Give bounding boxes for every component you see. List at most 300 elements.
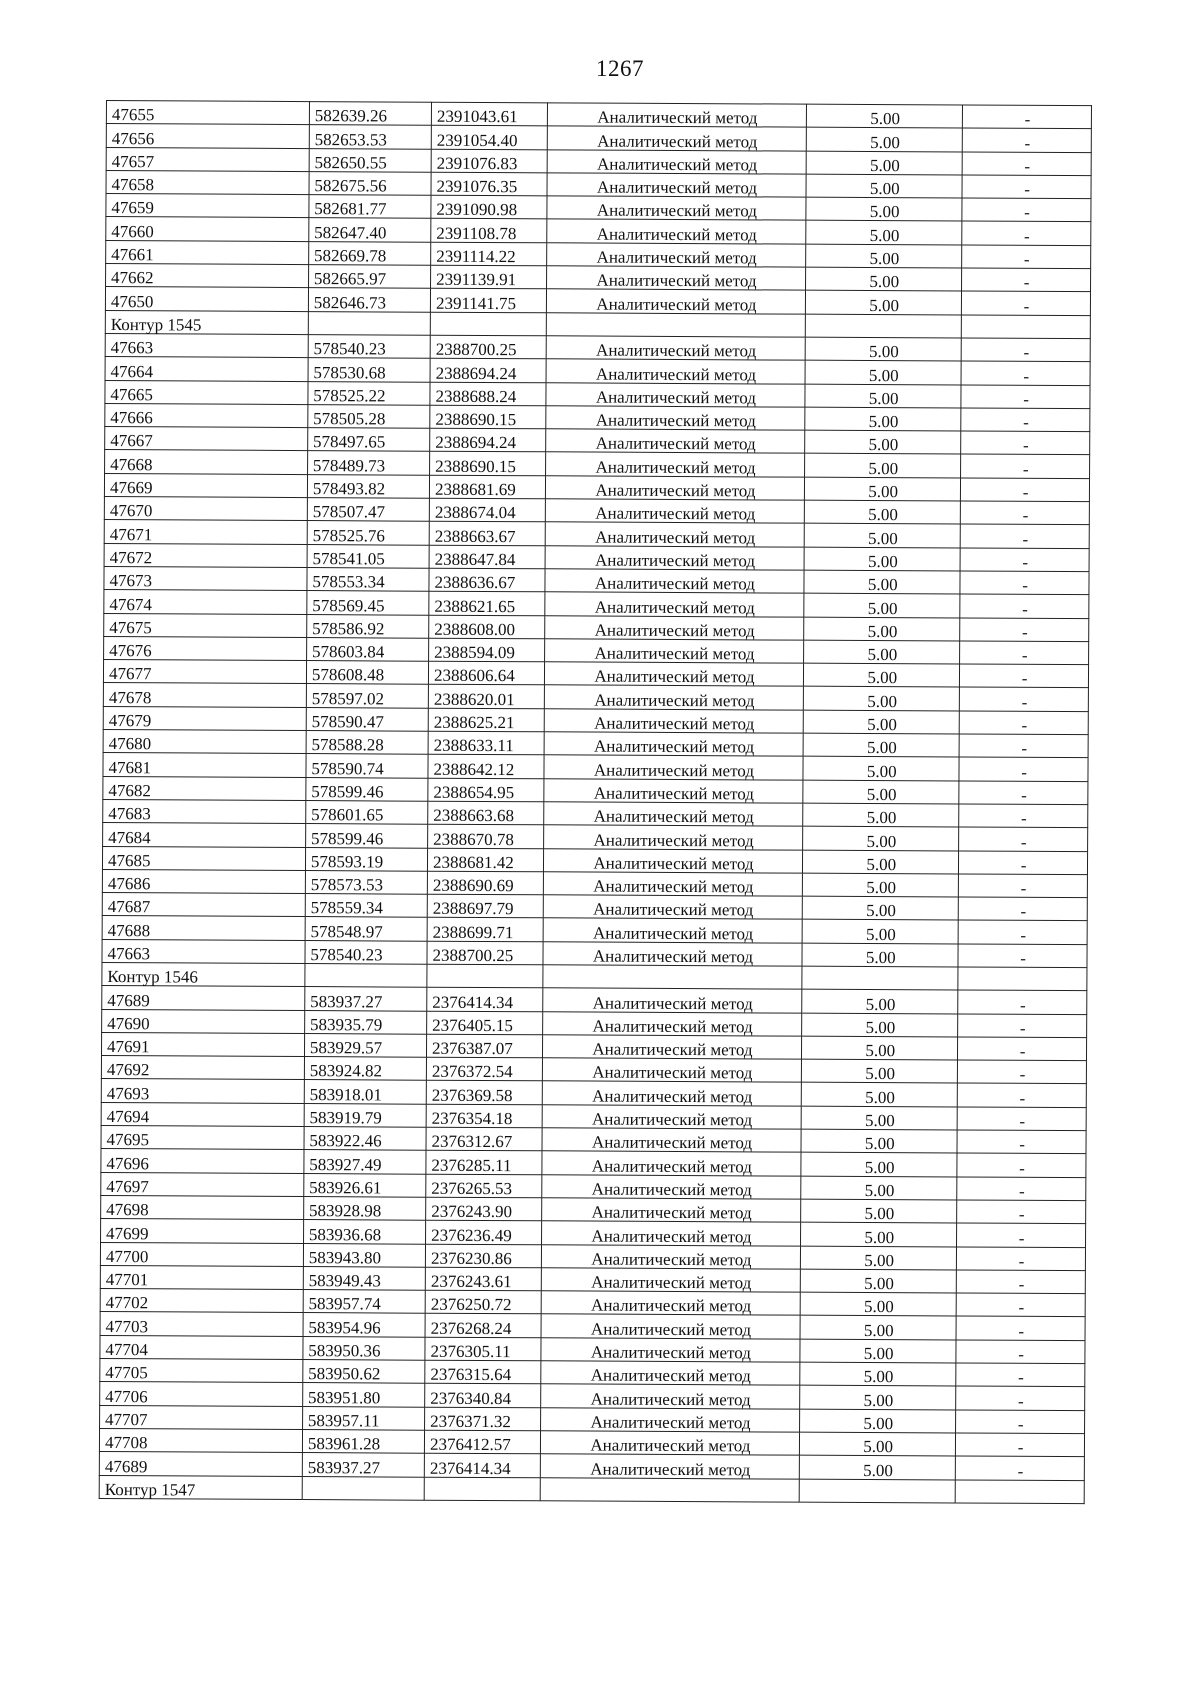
dash-cell: -	[961, 501, 1090, 525]
dash-cell: -	[960, 618, 1089, 642]
point-id: 47683	[103, 799, 306, 823]
point-id: 47700	[100, 1242, 303, 1266]
y-coordinate: 2388681.42	[427, 848, 543, 872]
error-cell: 5.00	[805, 337, 961, 361]
empty-cell	[430, 312, 546, 336]
dash-cell: -	[962, 128, 1091, 152]
y-coordinate: 2376387.07	[427, 1034, 543, 1058]
point-id: 47698	[101, 1195, 304, 1219]
point-id: 47673	[104, 566, 307, 590]
dash-cell: -	[961, 478, 1090, 502]
dash-cell: -	[962, 175, 1091, 199]
y-coordinate: 2388674.04	[429, 498, 545, 522]
dash-cell: -	[960, 664, 1089, 688]
method-cell: Аналитический метод	[546, 243, 806, 268]
method-cell: Аналитический метод	[545, 476, 805, 501]
x-coordinate: 583918.01	[304, 1080, 426, 1104]
error-cell: 5.00	[807, 104, 963, 128]
y-coordinate: 2391114.22	[431, 242, 547, 266]
y-coordinate: 2388690.15	[430, 452, 546, 476]
point-id: 47663	[102, 939, 305, 963]
empty-cell	[799, 1479, 955, 1503]
empty-cell	[305, 964, 427, 988]
point-id: 47688	[102, 916, 305, 940]
error-cell: 5.00	[805, 500, 961, 524]
empty-cell	[302, 1476, 424, 1500]
error-cell: 5.00	[802, 989, 958, 1013]
dash-cell: -	[961, 385, 1090, 409]
y-coordinate: 2376243.61	[425, 1267, 541, 1291]
error-cell: 5.00	[804, 570, 960, 594]
contour-header-row	[99, 1475, 1084, 1503]
empty-cell	[802, 966, 958, 990]
y-coordinate: 2376236.49	[426, 1220, 542, 1244]
y-coordinate: 2376354.18	[426, 1104, 542, 1128]
y-coordinate: 2388694.24	[430, 428, 546, 452]
y-coordinate: 2388670.78	[428, 824, 544, 848]
error-cell: 5.00	[804, 524, 960, 548]
dash-cell: -	[959, 711, 1088, 735]
method-cell: Аналитический метод	[546, 266, 806, 291]
contour-label: Контур 1545	[105, 310, 308, 334]
y-coordinate: 2376265.53	[426, 1174, 542, 1198]
dash-cell: -	[958, 1037, 1087, 1061]
point-id: 47705	[100, 1359, 303, 1383]
point-id: 47697	[101, 1172, 304, 1196]
page-number: 1267	[596, 56, 644, 81]
x-coordinate: 578603.84	[306, 637, 428, 661]
method-cell: Аналитический метод	[541, 1174, 801, 1199]
y-coordinate: 2388697.79	[427, 894, 543, 918]
error-cell: 5.00	[804, 617, 960, 641]
y-coordinate: 2391141.75	[430, 289, 546, 313]
point-id: 47692	[101, 1056, 304, 1080]
point-id: 47682	[103, 776, 306, 800]
method-cell: Аналитический метод	[541, 1244, 801, 1269]
x-coordinate: 578601.65	[306, 800, 428, 824]
point-id: 47690	[102, 1009, 305, 1033]
dash-cell: -	[961, 454, 1090, 478]
dash-cell: -	[960, 571, 1089, 595]
dash-cell: -	[958, 990, 1087, 1014]
point-id: 47686	[102, 869, 305, 893]
x-coordinate: 583919.79	[304, 1103, 426, 1127]
method-cell: Аналитический метод	[544, 615, 804, 640]
error-cell: 5.00	[805, 407, 961, 431]
y-coordinate: 2376268.24	[425, 1314, 541, 1338]
dash-cell: -	[962, 152, 1091, 176]
error-cell: 5.00	[802, 896, 958, 920]
method-cell: Аналитический метод	[541, 1198, 801, 1223]
x-coordinate: 583954.96	[303, 1313, 425, 1337]
x-coordinate: 582681.77	[309, 195, 431, 219]
method-cell: Аналитический метод	[540, 1454, 800, 1479]
point-id: 47687	[102, 893, 305, 917]
error-cell: 5.00	[803, 803, 959, 827]
error-cell: 5.00	[803, 873, 959, 897]
method-cell: Аналитический метод	[544, 685, 804, 710]
point-id: 47691	[101, 1032, 304, 1056]
x-coordinate: 583961.28	[302, 1429, 424, 1453]
empty-cell	[546, 312, 806, 337]
error-cell: 5.00	[804, 593, 960, 617]
dash-cell: -	[962, 221, 1091, 245]
x-coordinate: 582653.53	[309, 125, 431, 149]
method-cell: Аналитический метод	[544, 662, 804, 687]
error-cell: 5.00	[803, 826, 959, 850]
error-cell: 5.00	[803, 710, 959, 734]
error-cell: 5.00	[806, 197, 962, 221]
dash-cell: -	[957, 1270, 1086, 1294]
coordinates-table-body	[99, 101, 1091, 1504]
method-cell: Аналитический метод	[547, 103, 807, 128]
x-coordinate: 583927.49	[304, 1150, 426, 1174]
dash-cell: -	[956, 1316, 1085, 1340]
x-coordinate: 583935.79	[304, 1010, 426, 1034]
point-id: 47659	[106, 194, 309, 218]
y-coordinate: 2388654.95	[428, 778, 544, 802]
error-cell: 5.00	[806, 151, 962, 175]
empty-cell	[543, 965, 803, 990]
point-id: 47677	[103, 660, 306, 684]
y-coordinate: 2388681.69	[429, 475, 545, 499]
method-cell: Аналитический метод	[546, 336, 806, 361]
method-cell: Аналитический метод	[545, 406, 805, 431]
x-coordinate: 578590.47	[306, 707, 428, 731]
dash-cell: -	[958, 944, 1087, 968]
dash-cell: -	[961, 338, 1090, 362]
y-coordinate: 2391139.91	[431, 265, 547, 289]
point-id: 47681	[103, 753, 306, 777]
x-coordinate: 582650.55	[309, 148, 431, 172]
x-coordinate: 578497.65	[308, 428, 430, 452]
x-coordinate: 578590.74	[306, 754, 428, 778]
x-coordinate: 582646.73	[308, 288, 430, 312]
error-cell: 5.00	[806, 221, 962, 245]
error-cell: 5.00	[800, 1409, 956, 1433]
error-cell: 5.00	[804, 640, 960, 664]
error-cell: 5.00	[803, 850, 959, 874]
point-id: 47667	[105, 427, 308, 451]
x-coordinate: 578548.97	[305, 917, 427, 941]
x-coordinate: 578588.28	[306, 731, 428, 755]
x-coordinate: 578489.73	[307, 451, 429, 475]
point-id: 47699	[101, 1219, 304, 1243]
y-coordinate: 2376369.58	[426, 1081, 542, 1105]
error-cell: 5.00	[800, 1385, 956, 1409]
y-coordinate: 2388694.24	[430, 358, 546, 382]
error-cell: 5.00	[802, 943, 958, 967]
error-cell: 5.00	[806, 267, 962, 291]
method-cell: Аналитический метод	[542, 1058, 802, 1083]
x-coordinate: 578525.22	[308, 381, 430, 405]
y-coordinate: 2376372.54	[426, 1057, 542, 1081]
dash-cell: -	[956, 1386, 1085, 1410]
error-cell: 5.00	[802, 920, 958, 944]
y-coordinate: 2388699.71	[427, 918, 543, 942]
dash-cell: -	[956, 1340, 1085, 1364]
method-cell: Аналитический метод	[542, 1035, 802, 1060]
dash-cell: -	[956, 1456, 1085, 1480]
method-cell: Аналитический метод	[543, 848, 803, 873]
method-cell: Аналитический метод	[542, 988, 802, 1013]
point-id: 47694	[101, 1102, 304, 1126]
empty-cell	[962, 315, 1091, 339]
method-cell: Аналитический метод	[547, 196, 807, 221]
method-cell: Аналитический метод	[544, 639, 804, 664]
x-coordinate: 582669.78	[309, 241, 431, 265]
empty-cell	[424, 1477, 540, 1501]
error-cell: 5.00	[800, 1432, 956, 1456]
error-cell: 5.00	[805, 477, 961, 501]
error-cell: 5.00	[801, 1199, 957, 1223]
y-coordinate: 2376312.67	[426, 1127, 542, 1151]
y-coordinate: 2388633.11	[428, 731, 544, 755]
x-coordinate: 583928.98	[304, 1197, 426, 1221]
method-cell: Аналитический метод	[547, 173, 807, 198]
point-id: 47668	[105, 450, 308, 474]
method-cell: Аналитический метод	[544, 755, 804, 780]
x-coordinate: 578540.23	[308, 335, 430, 359]
x-coordinate: 578608.48	[306, 661, 428, 685]
y-coordinate: 2376305.11	[425, 1337, 541, 1361]
point-id: 47670	[104, 497, 307, 521]
method-cell: Аналитический метод	[541, 1221, 801, 1246]
y-coordinate: 2388663.68	[428, 801, 544, 825]
dash-cell: -	[957, 1177, 1086, 1201]
dash-cell: -	[961, 431, 1090, 455]
dash-cell: -	[962, 268, 1091, 292]
method-cell: Аналитический метод	[546, 359, 806, 384]
point-id: 47669	[104, 473, 307, 497]
x-coordinate: 578597.02	[306, 684, 428, 708]
method-cell: Аналитический метод	[546, 289, 806, 314]
error-cell: 5.00	[802, 1013, 958, 1037]
x-coordinate: 582665.97	[308, 265, 430, 289]
x-coordinate: 578599.46	[305, 824, 427, 848]
point-id: 47666	[105, 403, 308, 427]
y-coordinate: 2388690.69	[427, 871, 543, 895]
error-cell: 5.00	[801, 1129, 957, 1153]
dash-cell: -	[960, 687, 1089, 711]
dash-cell: -	[957, 1153, 1086, 1177]
method-cell: Аналитический метод	[542, 1011, 802, 1036]
dash-cell: -	[958, 920, 1087, 944]
y-coordinate: 2388606.64	[428, 661, 544, 685]
dash-cell: -	[956, 1363, 1085, 1387]
method-cell: Аналитический метод	[544, 709, 804, 734]
y-coordinate: 2388647.84	[429, 545, 545, 569]
method-cell: Аналитический метод	[547, 149, 807, 174]
y-coordinate: 2376371.32	[425, 1407, 541, 1431]
error-cell: 5.00	[801, 1222, 957, 1246]
y-coordinate: 2391043.61	[431, 102, 547, 126]
method-cell: Аналитический метод	[540, 1431, 800, 1456]
x-coordinate: 578553.34	[307, 567, 429, 591]
error-cell: 5.00	[801, 1246, 957, 1270]
dash-cell: -	[959, 804, 1088, 828]
y-coordinate: 2376243.90	[426, 1197, 542, 1221]
error-cell: 5.00	[804, 687, 960, 711]
x-coordinate: 583937.27	[305, 987, 427, 1011]
error-cell: 5.00	[806, 244, 962, 268]
y-coordinate: 2388636.67	[429, 568, 545, 592]
dash-cell: -	[959, 757, 1088, 781]
error-cell: 5.00	[800, 1339, 956, 1363]
dash-cell: -	[961, 408, 1090, 432]
point-id: 47655	[106, 101, 309, 125]
dash-cell: -	[958, 1014, 1087, 1038]
dash-cell: -	[957, 1223, 1086, 1247]
point-id: 47656	[106, 124, 309, 148]
point-id: 47708	[99, 1428, 302, 1452]
method-cell: Аналитический метод	[545, 569, 805, 594]
error-cell: 5.00	[805, 360, 961, 384]
point-id: 47679	[103, 706, 306, 730]
point-id: 47658	[106, 170, 309, 194]
method-cell: Аналитический метод	[546, 382, 806, 407]
y-coordinate: 2388663.67	[429, 522, 545, 546]
point-id: 47657	[106, 147, 309, 171]
y-coordinate: 2388688.24	[430, 382, 546, 406]
y-coordinate: 2376340.84	[425, 1384, 541, 1408]
method-cell: Аналитический метод	[543, 941, 803, 966]
error-cell: 5.00	[803, 733, 959, 757]
point-id: 47693	[101, 1079, 304, 1103]
point-id: 47662	[106, 264, 309, 288]
x-coordinate: 583936.68	[303, 1220, 425, 1244]
point-id: 47650	[105, 287, 308, 311]
contour-label: Контур 1547	[99, 1475, 302, 1499]
error-cell: 5.00	[801, 1106, 957, 1130]
y-coordinate: 2376405.15	[427, 1011, 543, 1035]
point-id: 47689	[102, 986, 305, 1010]
point-id: 47684	[103, 823, 306, 847]
x-coordinate: 583950.36	[303, 1336, 425, 1360]
error-cell: 5.00	[801, 1153, 957, 1177]
method-cell: Аналитический метод	[543, 825, 803, 850]
error-cell: 5.00	[802, 1036, 958, 1060]
method-cell: Аналитический метод	[543, 918, 803, 943]
dash-cell: -	[957, 1083, 1086, 1107]
error-cell: 5.00	[807, 127, 963, 151]
point-id: 47707	[100, 1405, 303, 1429]
x-coordinate: 583924.82	[304, 1057, 426, 1081]
point-id: 47685	[102, 846, 305, 870]
method-cell: Аналитический метод	[542, 1081, 802, 1106]
error-cell: 5.00	[805, 430, 961, 454]
x-coordinate: 578586.92	[307, 614, 429, 638]
dash-cell: -	[959, 850, 1088, 874]
dash-cell: -	[956, 1433, 1085, 1457]
dash-cell: -	[963, 105, 1092, 129]
y-coordinate: 2388642.12	[428, 755, 544, 779]
x-coordinate: 578593.19	[305, 847, 427, 871]
point-id: 47689	[99, 1452, 302, 1476]
method-cell: Аналитический метод	[546, 219, 806, 244]
method-cell: Аналитический метод	[541, 1314, 801, 1339]
error-cell: 5.00	[802, 1059, 958, 1083]
point-id: 47665	[105, 380, 308, 404]
error-cell: 5.00	[803, 780, 959, 804]
x-coordinate: 578559.34	[305, 894, 427, 918]
x-coordinate: 583937.27	[302, 1453, 424, 1477]
point-id: 47674	[104, 590, 307, 614]
error-cell: 5.00	[804, 663, 960, 687]
method-cell: Аналитический метод	[540, 1407, 800, 1432]
y-coordinate: 2376315.64	[425, 1360, 541, 1384]
method-cell: Аналитический метод	[543, 895, 803, 920]
method-cell: Аналитический метод	[545, 429, 805, 454]
empty-cell	[806, 314, 962, 338]
empty-cell	[427, 964, 543, 988]
x-coordinate: 578530.68	[308, 358, 430, 382]
y-coordinate: 2391076.35	[431, 172, 547, 196]
y-coordinate: 2376414.34	[424, 1453, 540, 1477]
point-id: 47695	[101, 1126, 304, 1150]
dash-cell: -	[960, 594, 1089, 618]
dash-cell: -	[962, 198, 1091, 222]
x-coordinate: 583951.80	[303, 1383, 425, 1407]
y-coordinate: 2388700.25	[427, 941, 543, 965]
y-coordinate: 2388700.25	[430, 335, 546, 359]
dash-cell: -	[959, 781, 1088, 805]
method-cell: Аналитический метод	[543, 778, 803, 803]
y-coordinate: 2391076.83	[431, 149, 547, 173]
y-coordinate: 2388620.01	[428, 685, 544, 709]
method-cell: Аналитический метод	[545, 545, 805, 570]
error-cell: 5.00	[800, 1455, 956, 1479]
error-cell: 5.00	[802, 1083, 958, 1107]
method-cell: Аналитический метод	[542, 1105, 802, 1130]
dash-cell: -	[956, 1293, 1085, 1317]
y-coordinate: 2388625.21	[428, 708, 544, 732]
method-cell: Аналитический метод	[544, 732, 804, 757]
y-coordinate: 2391108.78	[431, 219, 547, 243]
method-cell: Аналитический метод	[544, 592, 804, 617]
error-cell: 5.00	[801, 1269, 957, 1293]
method-cell: Аналитический метод	[545, 452, 805, 477]
dash-cell: -	[957, 1200, 1086, 1224]
x-coordinate: 583926.61	[304, 1173, 426, 1197]
dash-cell: -	[959, 874, 1088, 898]
method-cell: Аналитический метод	[545, 499, 805, 524]
contour-label: Контур 1546	[102, 962, 305, 986]
error-cell: 5.00	[801, 1176, 957, 1200]
method-cell: Аналитический метод	[541, 1268, 801, 1293]
dash-cell: -	[961, 361, 1090, 385]
point-id: 47696	[101, 1149, 304, 1173]
method-cell: Аналитический метод	[543, 872, 803, 897]
x-coordinate: 578540.23	[305, 940, 427, 964]
y-coordinate: 2376285.11	[426, 1151, 542, 1175]
point-id: 47675	[104, 613, 307, 637]
dash-cell: -	[956, 1410, 1085, 1434]
y-coordinate: 2388690.15	[430, 405, 546, 429]
method-cell: Аналитический метод	[541, 1338, 801, 1363]
point-id: 47664	[105, 357, 308, 381]
y-coordinate: 2391054.40	[431, 126, 547, 150]
error-cell: 5.00	[803, 756, 959, 780]
error-cell: 5.00	[800, 1362, 956, 1386]
point-id: 47678	[103, 683, 306, 707]
dash-cell: -	[959, 734, 1088, 758]
dash-cell: -	[958, 1060, 1087, 1084]
method-cell: Аналитический метод	[545, 522, 805, 547]
coordinates-table	[99, 100, 1092, 1504]
point-id: 47706	[100, 1382, 303, 1406]
x-coordinate: 578569.45	[307, 591, 429, 615]
